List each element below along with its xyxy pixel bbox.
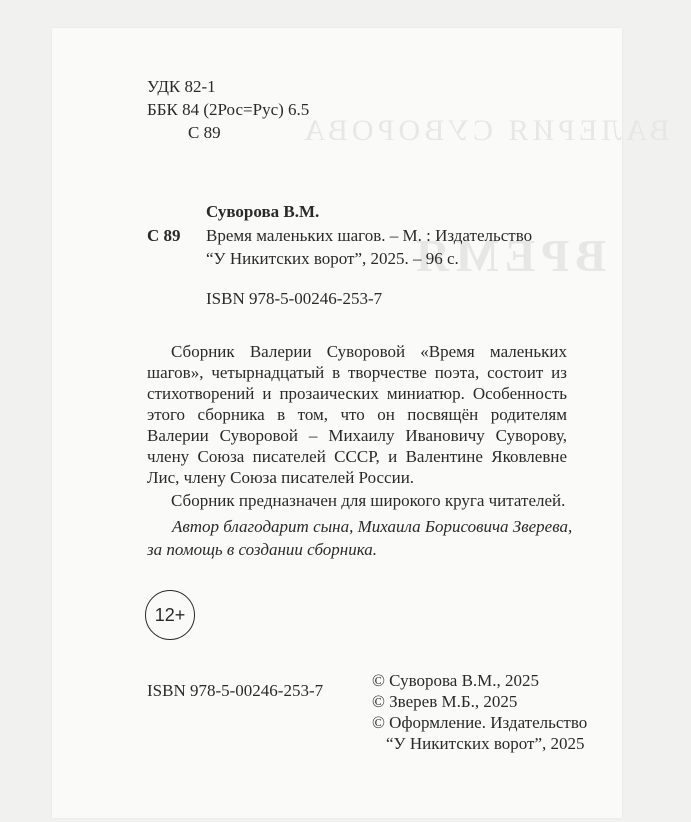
bleed-through-title: ВАЛЕРИЯ СУВОРОВА: [300, 114, 670, 147]
annotation-paragraph-audience: Сборник предназначен для широкого круга читателей.: [171, 491, 566, 510]
entry-mark: С 89: [147, 226, 181, 245]
copyright-block: [372, 670, 587, 754]
entry-isbn: ISBN 978-5-00246-253-7: [206, 289, 383, 308]
annotation-paragraph: Сборник Валерии Суворовой «Время маленьких шагов», четырнадцатый в творчестве поэта, состоит из стихотворений и прозаических миниатюр. Особенность этого сборника в том, что он посвящён родителям Валерии Суворовой – Михаилу Ивановичу Суворову, члену Союза писателей СССР, и Валентине Яковлевне Лис, члену Союза писателей России.: [147, 342, 567, 487]
copyright-line: © Зверев М.Б., 2025: [372, 692, 518, 711]
bbk-code: ББК 84 (2Рос=Рус) 6.5: [147, 100, 310, 119]
udk-code: УДК 82-1: [147, 77, 216, 96]
acknowledgement-line-1: Автор благодарит сына, Михаила Борисовича Зверева,: [172, 517, 573, 536]
author-heading: Суворова В.М.: [206, 202, 320, 221]
copyright-line: “У Никитских ворот”, 2025: [386, 734, 585, 753]
author-mark: С 89: [188, 123, 221, 142]
copyright-line: © Оформление. Издательство: [372, 713, 588, 732]
title-line-1: Время маленьких шагов. – М. : Издательство: [206, 226, 533, 245]
copyright-line: © Суворова В.М., 2025: [372, 671, 540, 690]
bleed-through-heading: ВРЕМЯ: [410, 230, 607, 281]
age-rating-badge: [145, 590, 195, 640]
title-line-2: “У Никитских ворот”, 2025. – 96 с.: [206, 249, 459, 268]
annotation: [147, 341, 567, 511]
age-rating-label: 12+: [154, 604, 186, 625]
acknowledgement-line-2: за помощь в создании сборника.: [147, 540, 377, 559]
footer-isbn: ISBN 978-5-00246-253-7: [147, 681, 324, 700]
